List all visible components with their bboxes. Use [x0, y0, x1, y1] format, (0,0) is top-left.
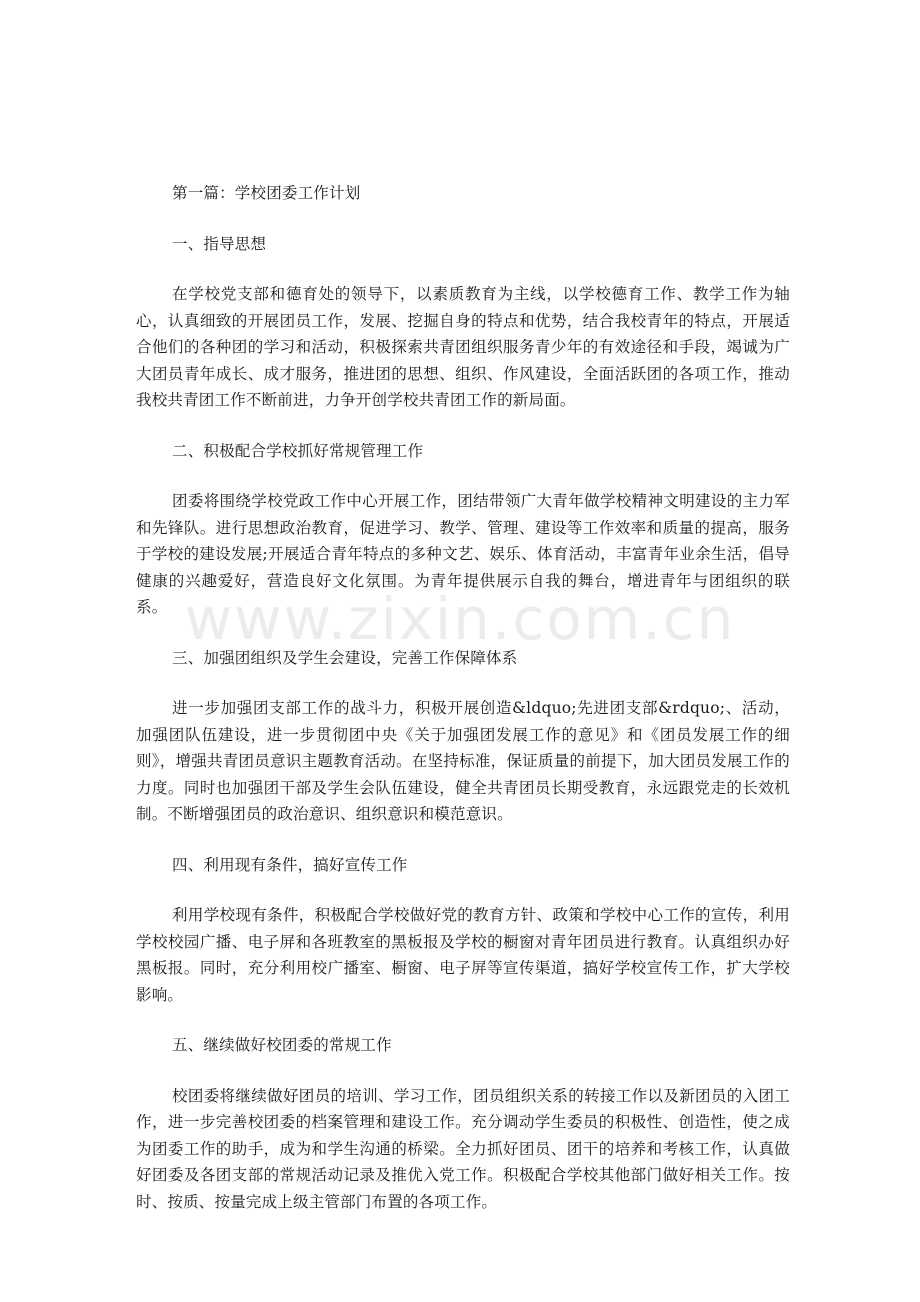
- section-heading-1: 一、指导思想: [172, 234, 267, 253]
- section-heading-4: 四、利用现有条件，搞好宣传工作: [172, 855, 408, 874]
- section-body-1: 在学校党支部和德育处的领导下，以素质教育为主线，以学校德育工作、教学工作为轴心，认真细致的开展团员工作，发展、挖掘自身的特点和优势，结合我校青年的特点，开展适合他们的各种团的学习和活动，积极探索共青团组织服务青少年的有效途径和手段，竭诚为广大团员青年成长、成才服务，推进团的思想、组织、作风建设，全面活跃团的各项工作，推动我校共青团工作不断前进，力争开创学校共青团工作的新局面。: [136, 285, 790, 409]
- section-body-4: 利用学校现有条件，积极配合学校做好党的教育方针、政策和学校中心工作的宣传，利用学校校园广播、电子屏和各班教室的黑板报及学校的橱窗对青年团员进行教育。认真组织办好黑板报。同时，充分利用校广播室、橱窗、电子屏等宣传渠道，搞好学校宣传工作，扩大学校影响。: [136, 906, 790, 1004]
- document-page: [136, 180, 790, 1239]
- section-heading-2: 二、积极配合学校抓好常规管理工作: [172, 441, 424, 460]
- section-body-5: 校团委将继续做好团员的培训、学习工作，团员组织关系的转接工作以及新团员的入团工作，进一步完善校团委的档案管理和建设工作。充分调动学生委员的积极性、创造性，使之成为团委工作的助手，成为和学生沟通的桥梁。全力抓好团员、团干的培养和考核工作，认真做好团委及各团支部的常规活动记录及推优入党工作。积极配合学校其他部门做好相关工作。按时、按质、按量完成上级主管部门布置的各项工作。: [136, 1086, 790, 1211]
- section-body-2: 团委将围绕学校党政工作中心开展工作，团结带领广大青年做学校精神文明建设的主力军和先锋队。进行思想政治教育，促进学习、教学、管理、建设等工作效率和质量的提高，服务于学校的建设发展;开展适合青年特点的多种文艺、娱乐、体育活动，丰富青年业余生活，倡导健康的兴趣爱好，营造良好文化氛围。为青年提供展示自我的舞台，增进青年与团组织的联系。: [136, 492, 790, 616]
- watermark: www.zixin.com.cn: [184, 585, 736, 653]
- section-heading-3: 三、加强团组织及学生会建设，完善工作保障体系: [172, 648, 518, 667]
- section-heading-5: 五、继续做好校团委的常规工作: [172, 1036, 392, 1054]
- section-body-3: 进一步加强团支部工作的战斗力，积极开展创造&ldquo;先进团支部&rdquo;、活动，加强团队伍建设，进一步贯彻团中央《关于加强团发展工作的意见》和《团员发展工作的细则》，增强共青团员意识主题教育活动。在坚持标准，保证质量的前提下，加大团员发展工作的力度。同时也加强团干部及学生会队伍建设，健全共青团员长期受教育，永远跟党走的长效机制。不断增强团员的政治意识、组织意识和模范意识。: [136, 699, 790, 823]
- document-title: 第一篇：学校团委工作计划: [172, 184, 361, 202]
